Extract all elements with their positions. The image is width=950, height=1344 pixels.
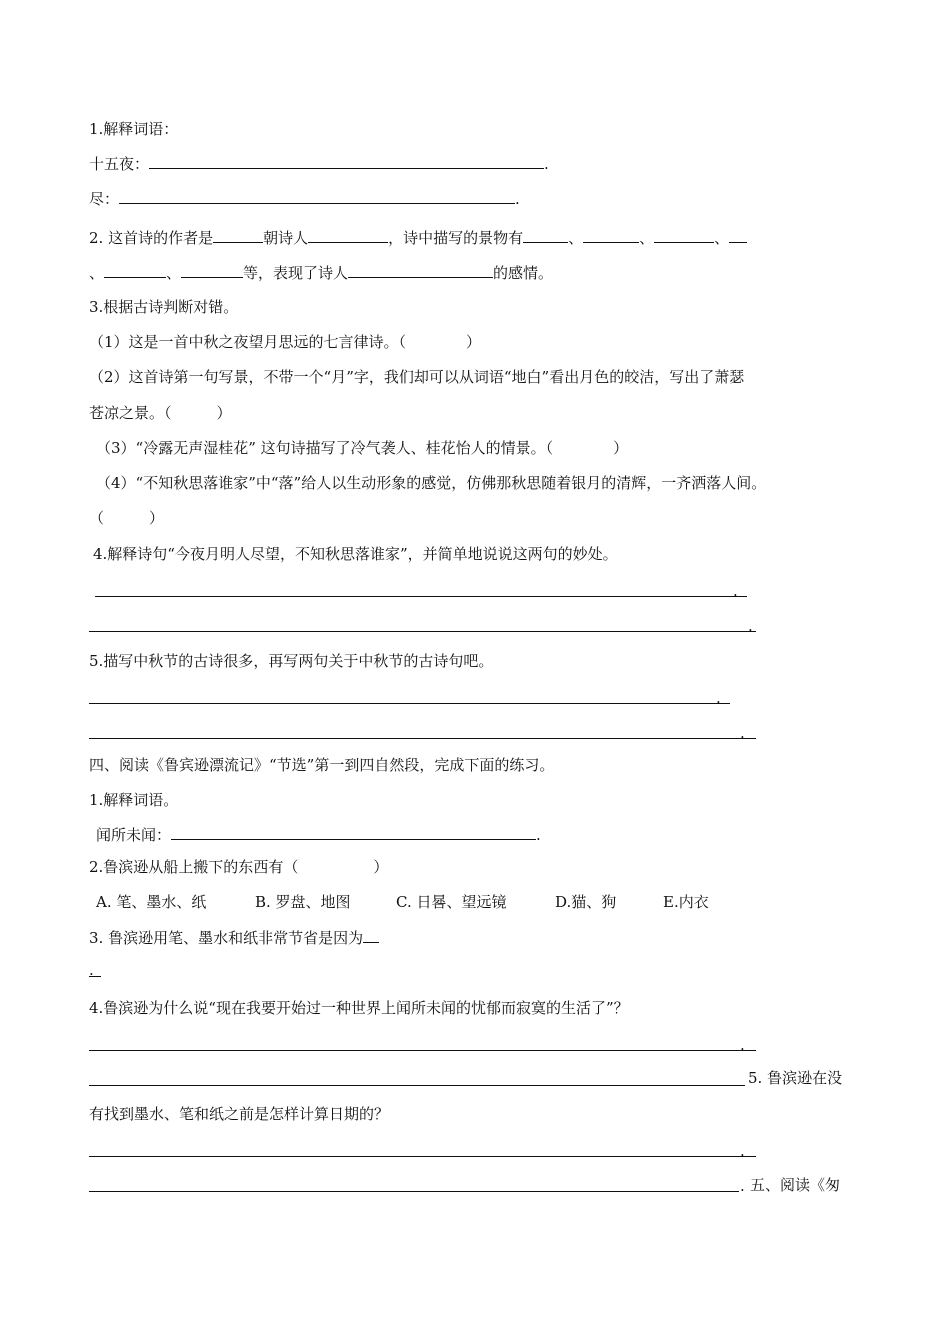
q2-text-2: 朝诗人	[263, 229, 309, 247]
reading-q2-option-d[interactable]: D.猫、狗	[555, 893, 617, 911]
q3-item-4-line-2: （ ）	[89, 509, 165, 527]
q5-question: 5.描写中秋节的古诗很多，再写两句关于中秋节的古诗句吧。	[89, 652, 494, 670]
q1-a-answer-blank[interactable]	[149, 154, 544, 169]
reading-q2-option-c[interactable]: C. 日晷、望远镜	[396, 893, 507, 911]
q2-scene-blank-4[interactable]	[729, 228, 747, 243]
q3-item-1: （1）这是一首中秋之夜望月思远的七言律诗。（ ）	[89, 333, 482, 351]
reading-q2-question: 2.鲁滨逊从船上搬下的东西有（ ）	[89, 858, 389, 876]
q2-scene-blank-3[interactable]	[654, 228, 714, 243]
period-mark: .	[748, 617, 753, 635]
period-mark: .	[740, 1177, 745, 1195]
reading-q3-answer-blank[interactable]	[363, 928, 379, 943]
q2-text-5: 的感情。	[493, 264, 554, 282]
reading-q1-label: 闻所未闻：	[96, 826, 172, 844]
q2-feeling-blank[interactable]	[348, 263, 493, 278]
reading-q1-answer-blank[interactable]	[171, 825, 536, 840]
q2-row-2: 、 、 等，表现了诗人 的感情。	[89, 264, 554, 282]
q2-dynasty-blank[interactable]	[213, 228, 263, 243]
q1-a-label: 十五夜：	[89, 155, 150, 173]
reading-q4-question: 4.鲁滨逊为什么说“现在我要开始过一种世界上闻所未闻的忧郁而寂寞的生活了”？	[89, 999, 629, 1017]
reading-q5-start: 5. 鲁滨逊在没	[748, 1069, 843, 1087]
period-mark: .	[733, 582, 738, 600]
q2-text-1: 2. 这首诗的作者是	[89, 229, 214, 247]
q2-text-4: 等，表现了诗人	[243, 264, 349, 282]
q5-answer-line-1[interactable]	[89, 703, 730, 704]
q2-poet-blank[interactable]	[308, 228, 388, 243]
period-mark: .	[89, 961, 94, 979]
reading-q5-answer-line-2[interactable]	[89, 1191, 739, 1192]
reading-q1-title: 1.解释词语。	[89, 791, 179, 809]
q3-item-2-line-2: 苍凉之景。（ ）	[89, 404, 232, 422]
q2-row-1: 2. 这首诗的作者是 朝诗人 ，诗中描写的景物有 、 、 、	[89, 228, 747, 248]
q2-scene-blank-6[interactable]	[181, 263, 243, 278]
period-mark: .	[740, 724, 745, 742]
next-section-heading-start: 五、阅读《匆	[750, 1176, 841, 1194]
q5-answer-line-2[interactable]	[89, 738, 756, 739]
q1-b-label: 尽：	[89, 190, 120, 208]
q1-b-row: 尽： .	[89, 190, 520, 208]
reading-q2-option-e[interactable]: E.内衣	[663, 893, 709, 911]
q4-answer-line-2[interactable]	[89, 631, 756, 632]
reading-q3-row	[89, 928, 379, 948]
q3-item-2-line-1: （2）这首诗第一句写景，不带一个“月”字，我们却可以从词语“地白”看出月色的皎洁，写出了萧瑟	[89, 368, 745, 386]
q1-a-row: 十五夜： .	[89, 155, 549, 173]
q4-question: 4.解释诗句“今夜月明人尽望，不知秋思落谁家”，并简单地说说这两句的妙处。	[93, 545, 618, 563]
q2-scene-blank-1[interactable]	[523, 228, 568, 243]
reading-heading: 四、阅读《鲁宾逊漂流记》“节选”第一到四自然段，完成下面的练习。	[89, 756, 555, 774]
q1-b-answer-blank[interactable]	[119, 189, 515, 204]
period-mark: .	[740, 1142, 745, 1160]
q3-item-3: （3）“冷露无声湿桂花” 这句诗描写了冷气袭人、桂花怡人的情景。（ ）	[96, 439, 629, 457]
reading-q3-question: 3. 鲁滨逊用笔、墨水和纸非常节省是因为	[89, 929, 364, 947]
q2-text-3: ，诗中描写的景物有	[388, 229, 524, 247]
reading-q2-option-b[interactable]: B. 罗盘、地图	[255, 893, 351, 911]
q2-scene-blank-2[interactable]	[583, 228, 639, 243]
q4-answer-line-1[interactable]	[95, 596, 747, 597]
reading-q2-option-a[interactable]: A. 笔、墨水、纸	[96, 893, 207, 911]
period-mark: .	[716, 689, 721, 707]
q3-item-4-line-1: （4）“不知秋思落谁家”中“落”给人以生动形象的感觉，仿佛那秋思随着银月的清辉，一齐洒落人间。	[96, 474, 767, 492]
q3-title: 3.根据古诗判断对错。	[89, 298, 239, 316]
reading-q4-answer-line-2[interactable]	[89, 1085, 745, 1086]
q1-title: 1.解释词语：	[89, 120, 179, 138]
q2-scene-blank-5[interactable]	[104, 263, 166, 278]
reading-q4-answer-line-1[interactable]	[89, 1050, 756, 1051]
reading-q5-answer-line-1[interactable]	[89, 1156, 756, 1157]
reading-q1-row: 闻所未闻： .	[96, 826, 541, 844]
period-mark: .	[740, 1036, 745, 1054]
reading-q5-question: 有找到墨水、笔和纸之前是怎样计算日期的？	[89, 1105, 390, 1123]
